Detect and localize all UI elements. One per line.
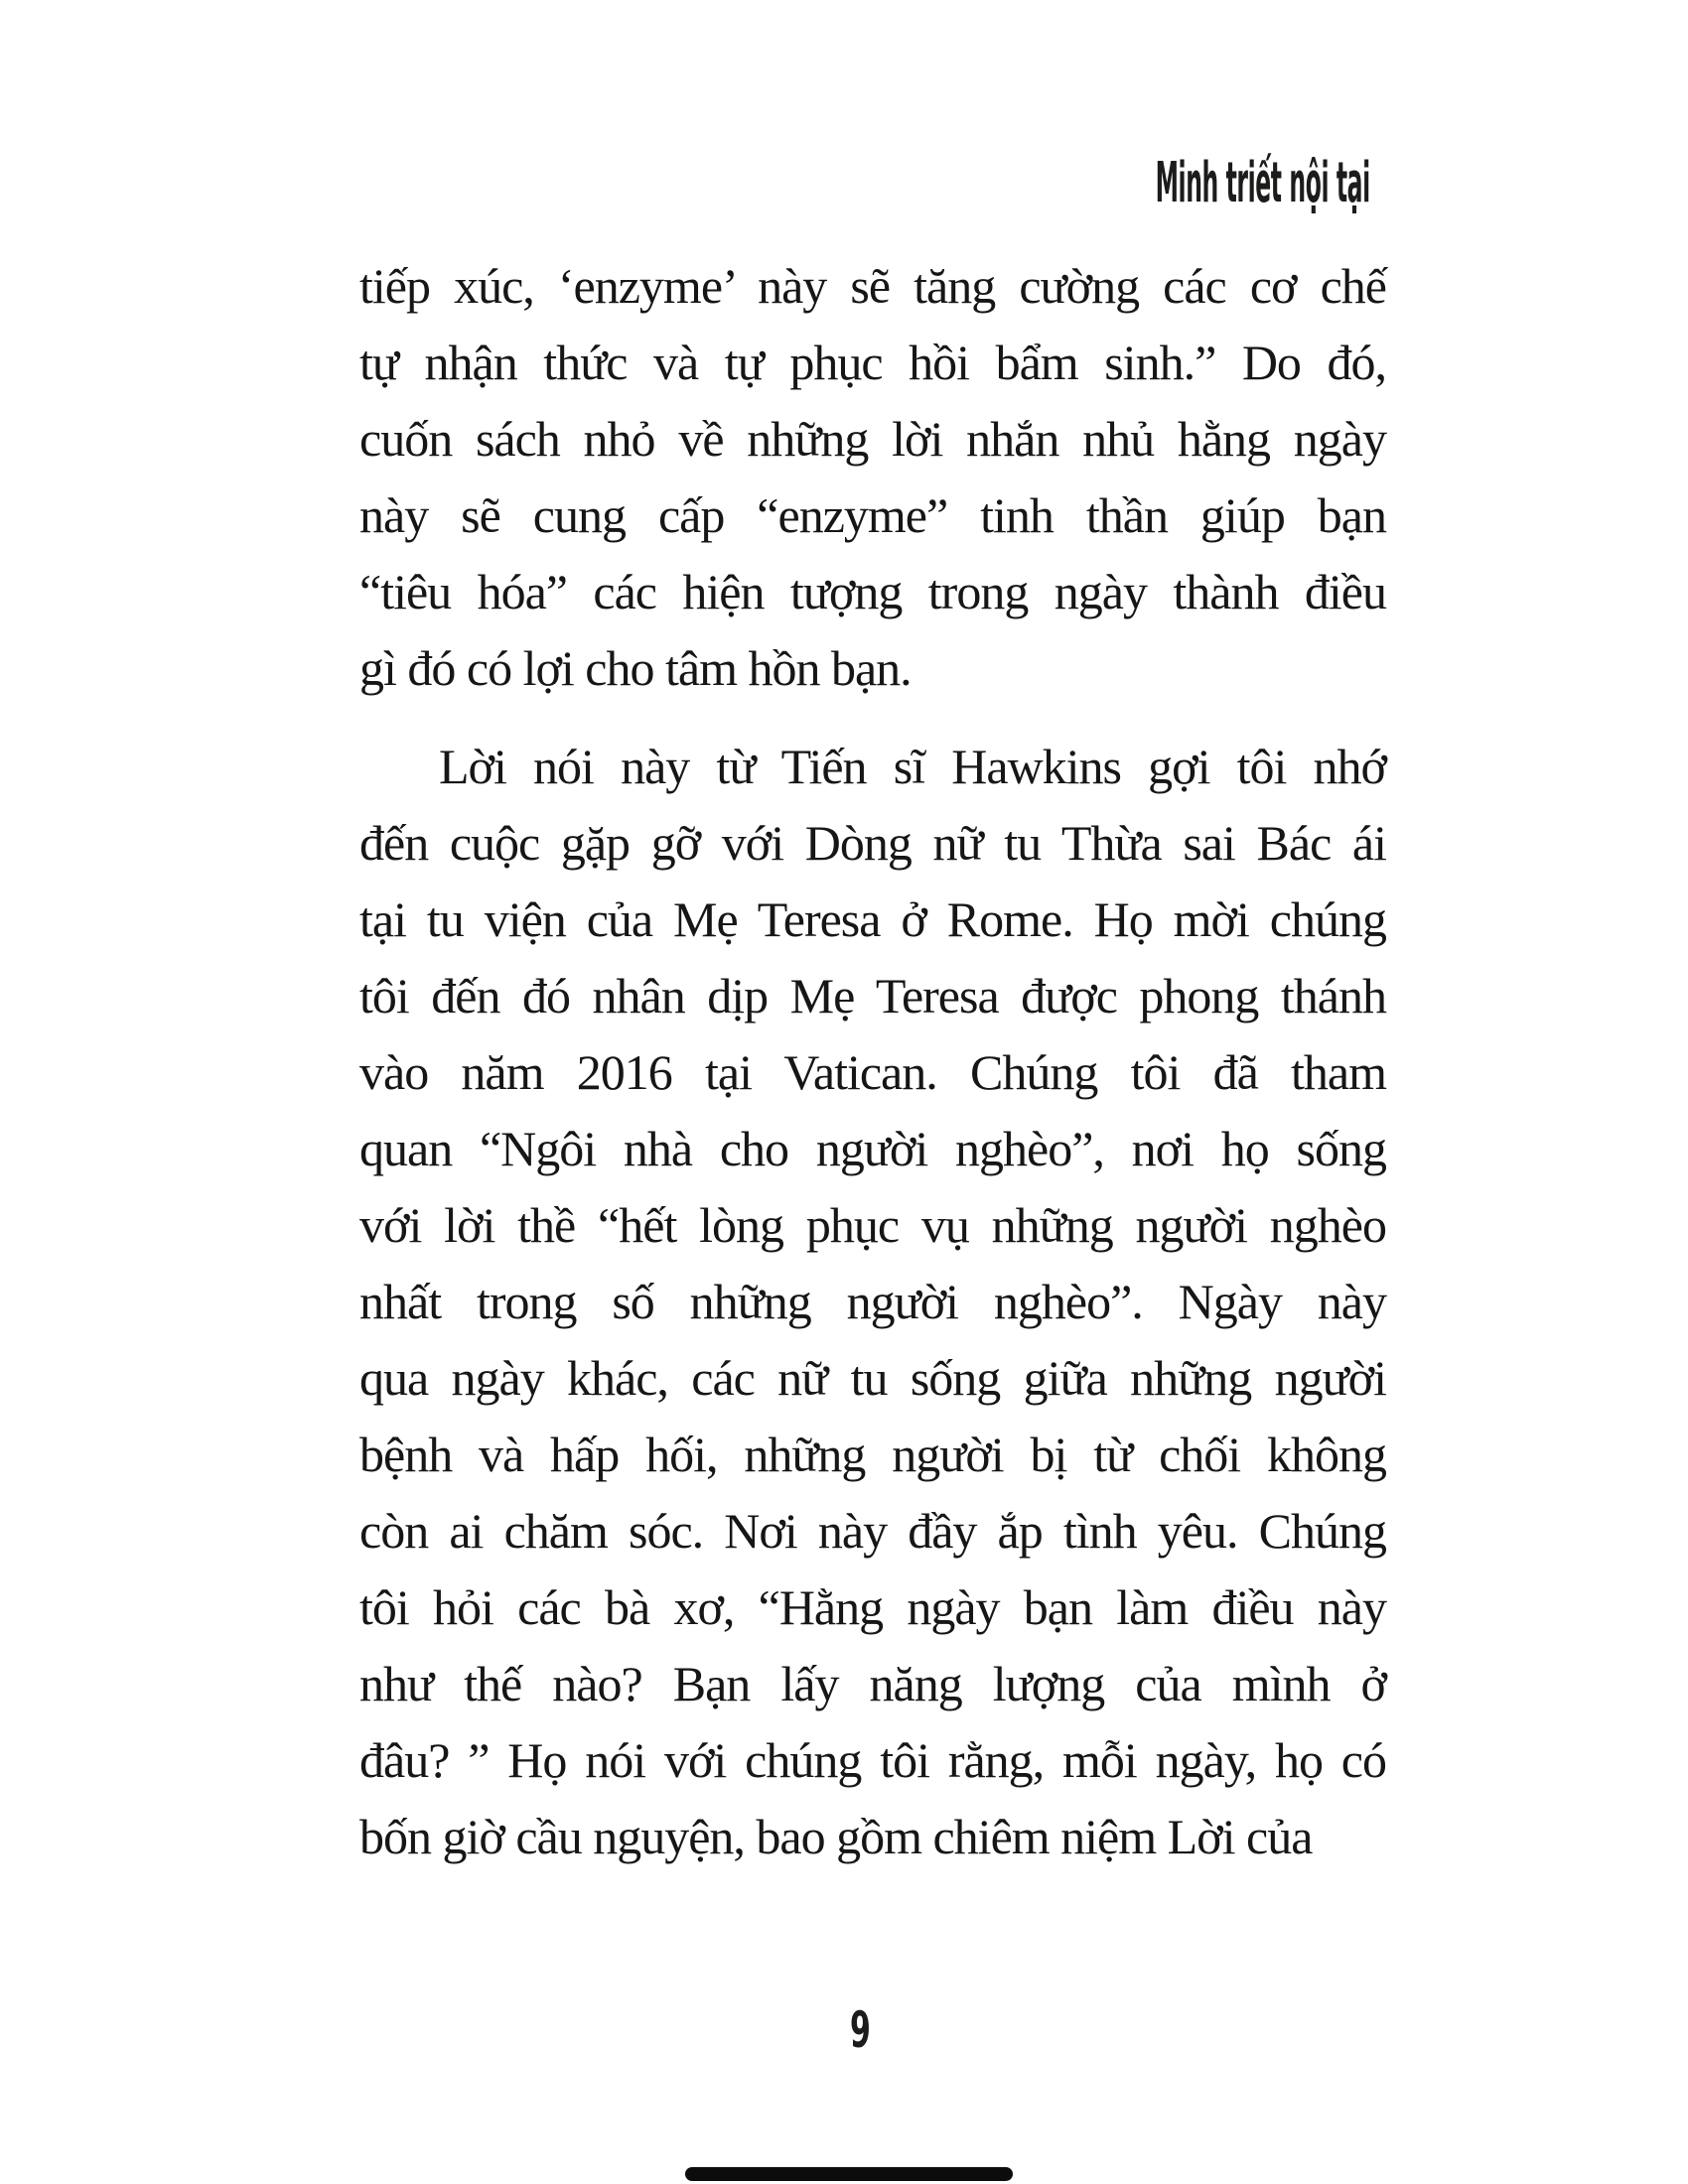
text-line: bệnh và hấp hối, những người bị từ chối không — [359, 1427, 1386, 1482]
text-line: này sẽ cung cấp “enzyme” tinh thần giúp bạn — [359, 487, 1386, 543]
text-line: cuốn sách nhỏ về những lời nhắn nhủ hằng ngày — [359, 411, 1386, 467]
text-line: tại tu viện của Mẹ Teresa ở Rome. Họ mời chúng — [359, 891, 1386, 947]
text-line: “tiêu hóa” các hiện tượng trong ngày thành điều — [359, 564, 1386, 619]
page-number: 9 — [850, 2001, 871, 2059]
text-line: Lời nói này từ Tiến sĩ Hawkins gợi tôi nhớ — [439, 739, 1386, 794]
text-line: quan “Ngôi nhà cho người nghèo”, nơi họ sống — [359, 1121, 1386, 1176]
text-line: bốn giờ cầu nguyện, bao gồm chiêm niệm Lời của — [359, 1809, 1313, 1864]
paragraph-2 — [359, 729, 1386, 1875]
text-line: còn ai chăm sóc. Nơi này đầy ắp tình yêu. Chúng — [359, 1503, 1386, 1559]
body-text — [359, 248, 1386, 1875]
text-line: đến cuộc gặp gỡ với Dòng nữ tu Thừa sai Bác ái — [359, 815, 1386, 871]
text-line: với lời thề “hết lòng phục vụ những người nghèo — [359, 1197, 1386, 1253]
text-line: vào năm 2016 tại Vatican. Chúng tôi đã tham — [359, 1044, 1386, 1100]
text-line: tôi đến đó nhân dịp Mẹ Teresa được phong thánh — [359, 968, 1386, 1024]
text-line: đâu? ” Họ nói với chúng tôi rằng, mỗi ngày, họ có — [359, 1732, 1386, 1788]
text-line: qua ngày khác, các nữ tu sống giữa những người — [359, 1350, 1386, 1406]
running-header-title: Minh triết nội tại — [1155, 151, 1370, 215]
text-line: tôi hỏi các bà xơ, “Hằng ngày bạn làm điều này — [359, 1579, 1386, 1635]
running-header — [859, 151, 1370, 215]
text-line: tiếp xúc, ‘enzyme’ này sẽ tăng cường các cơ chế — [359, 258, 1386, 314]
text-line: gì đó có lợi cho tâm hồn bạn. — [359, 640, 912, 696]
home-indicator-bar[interactable] — [685, 2167, 1013, 2181]
text-line: nhất trong số những người nghèo”. Ngày này — [359, 1274, 1386, 1329]
text-line: tự nhận thức và tự phục hồi bẩm sinh.” Do đó, — [359, 335, 1386, 390]
text-line: như thế nào? Bạn lấy năng lượng của mình ở — [359, 1656, 1386, 1711]
paragraph-1 — [359, 248, 1386, 707]
